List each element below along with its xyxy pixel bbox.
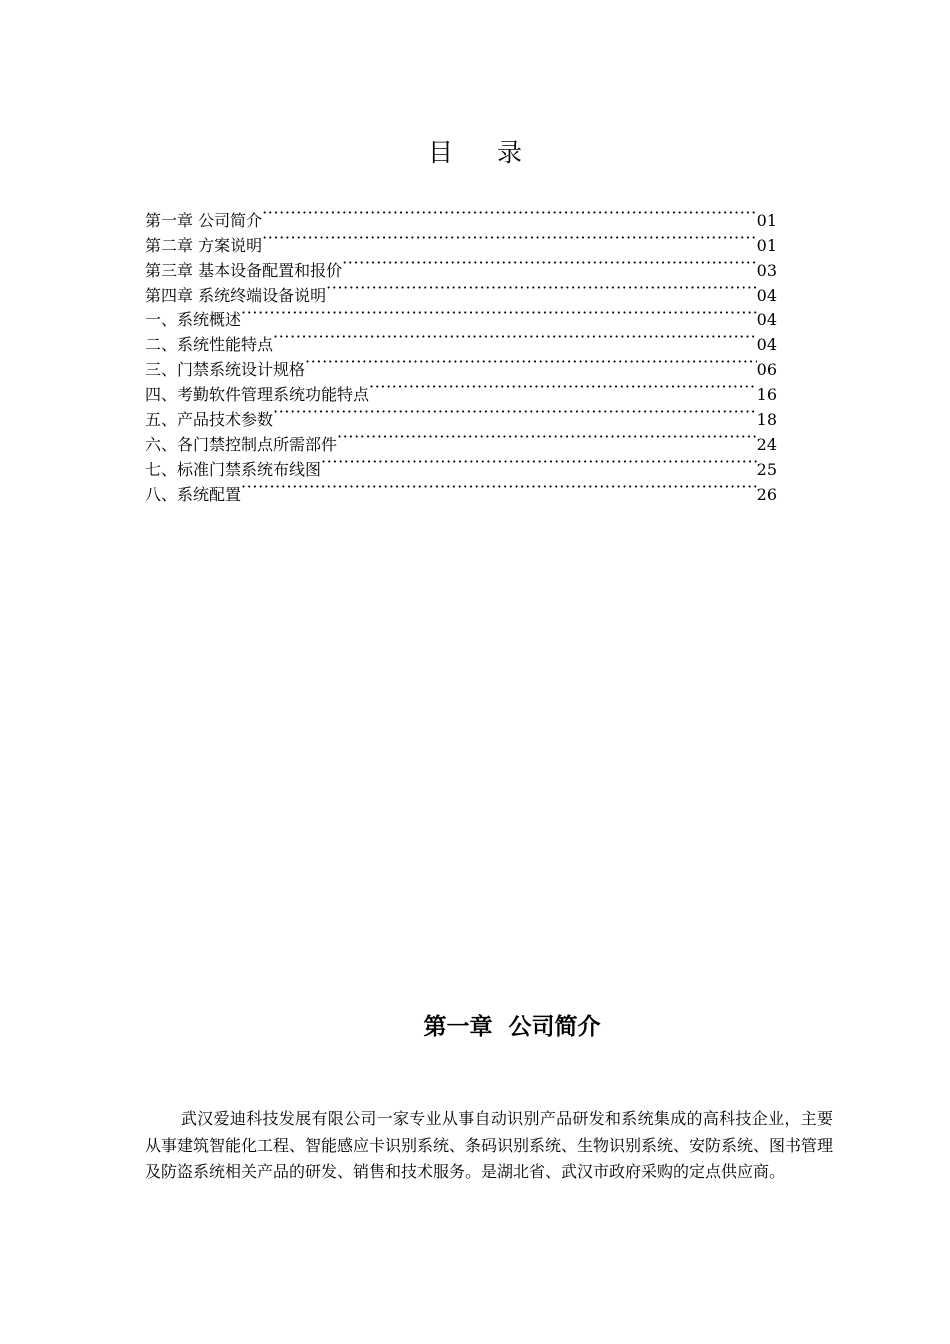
toc-leader — [342, 251, 757, 276]
toc-entry-page: 04 — [756, 335, 777, 355]
toc-entry-label: 第三章 基本设备配置和报价 — [145, 260, 343, 280]
toc-leader — [262, 201, 757, 226]
toc-entry-page: 01 — [756, 235, 777, 255]
toc-entry-label: 五、产品技术参数 — [145, 410, 274, 430]
toc-leader — [305, 350, 757, 375]
toc-entry-page: 24 — [756, 434, 777, 454]
toc-entry-page: 01 — [756, 210, 777, 230]
toc-entry-page: 04 — [756, 285, 777, 305]
toc-entry-page: 25 — [756, 459, 777, 479]
toc-leader — [241, 475, 757, 500]
toc-entry-label: 三、门禁系统设计规格 — [145, 360, 306, 380]
toc-leader — [369, 375, 757, 400]
toc-entry[interactable] — [145, 201, 777, 230]
toc-title-left: 目 — [427, 138, 453, 167]
chapter-heading: 第一章 公司简介 — [423, 1013, 601, 1040]
toc-entry-label: 第四章 系统终端设备说明 — [145, 285, 327, 305]
toc-entry-page: 04 — [756, 310, 777, 330]
toc-entry-label: 一、系统概述 — [145, 310, 242, 330]
toc-leader — [241, 301, 757, 326]
toc-entry-label: 二、系统性能特点 — [145, 335, 274, 355]
toc-leader — [273, 400, 757, 425]
toc-entry-page: 06 — [756, 360, 777, 380]
toc-entry-page: 26 — [756, 484, 777, 504]
toc-leader — [262, 226, 757, 251]
toc-entry-page: 18 — [756, 410, 777, 430]
toc-leader — [326, 276, 757, 301]
toc-title — [0, 136, 950, 170]
intro-paragraph: 武汉爱迪科技发展有限公司一家专业从事自动识别产品研发和系统集成的高科技企业，主要从事建筑智能化工程、智能感应卡识别系统、条码识别系统、生物识别系统、安防系统、图书管理及防盗系统相关产品的研发、销售和技术服务。是湖北省、武汉市政府采购的定点供应商。 — [145, 1109, 834, 1181]
toc-leader — [337, 425, 757, 450]
toc-entry-label: 六、各门禁控制点所需部件 — [145, 434, 338, 454]
toc-title-right: 录 — [497, 138, 523, 167]
toc-entry-label: 第一章 公司简介 — [145, 210, 263, 230]
toc-leader — [273, 325, 757, 350]
toc-leader — [321, 450, 757, 475]
toc-entry-page: 03 — [756, 260, 777, 280]
toc-entry-label: 四、考勤软件管理系统功能特点 — [145, 385, 370, 405]
toc-entry-label: 八、系统配置 — [145, 484, 242, 504]
toc-entry-page: 16 — [756, 385, 777, 405]
toc-list — [145, 201, 777, 504]
toc-entry-label: 七、标准门禁系统布线图 — [145, 459, 322, 479]
toc-entry-label: 第二章 方案说明 — [145, 235, 263, 255]
